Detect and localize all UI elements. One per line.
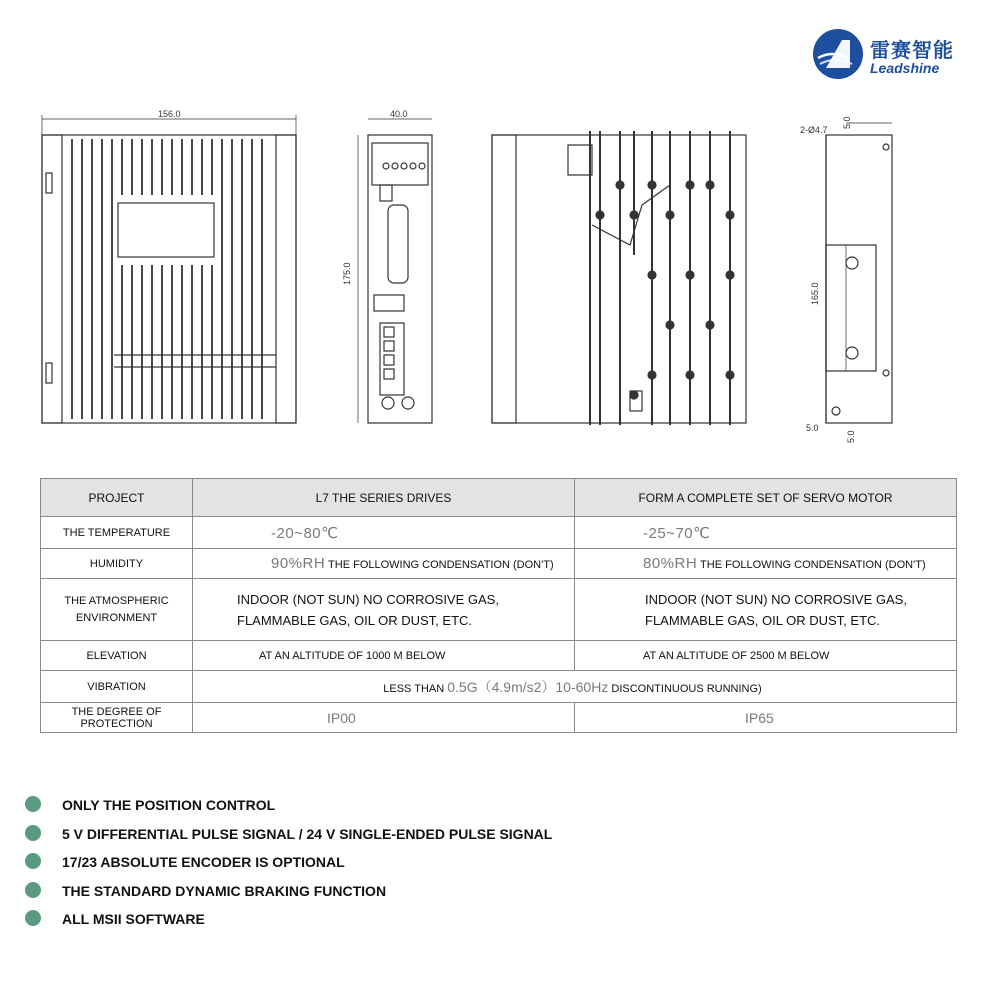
- bullet-icon: [25, 853, 41, 869]
- table-header-row: [41, 479, 957, 517]
- environment-motor-2: FLAMMABLE GAS, OIL OR DUST, ETC.: [645, 612, 881, 628]
- bullet-icon: [25, 825, 41, 841]
- environment-drive-1: INDOOR (NOT SUN) NO CORROSIVE GAS,: [237, 591, 499, 607]
- table-row-humidity: [41, 549, 957, 579]
- environment-label-2: ENVIRONMENT: [75, 611, 158, 624]
- top-view-drawing: [492, 131, 746, 425]
- humidity-drive-value: 90%RH: [271, 555, 326, 572]
- dim-side-width: 40.0: [390, 109, 408, 119]
- dim-mount-height: 165.0: [810, 282, 820, 305]
- elevation-motor: AT AN ALTITUDE OF 2500 M BELOW: [575, 641, 957, 671]
- spec-table: [40, 478, 957, 733]
- temperature-label: THE TEMPERATURE: [41, 517, 193, 549]
- feature-item: 5 V DIFFERENTIAL PULSE SIGNAL / 24 V SINGLE-ENDED PULSE SIGNAL: [24, 824, 552, 853]
- logo-mark-icon: [812, 28, 864, 80]
- mount-view-drawing: [826, 123, 892, 423]
- table-row-protection: [41, 703, 957, 733]
- table-row-elevation: [41, 641, 957, 671]
- temperature-motor: -25~70℃: [643, 524, 711, 542]
- vibration-label: VIBRATION: [41, 671, 193, 703]
- elevation-drive: AT AN ALTITUDE OF 1000 M BELOW: [193, 641, 575, 671]
- vibration-suffix: DISCONTINUOUS RUNNING): [611, 682, 762, 695]
- logo-text-cn: 雷赛智能: [870, 38, 954, 62]
- dim-offset-top: 5.0: [842, 116, 852, 129]
- environment-drive-2: FLAMMABLE GAS, OIL OR DUST, ETC.: [237, 612, 473, 628]
- bullet-icon: [25, 882, 41, 898]
- elevation-label: ELEVATION: [41, 641, 193, 671]
- feature-item: ONLY THE POSITION CONTROL: [24, 795, 552, 824]
- protection-motor: IP65: [745, 709, 774, 726]
- table-row-environment: [41, 579, 957, 641]
- header-motor: FORM A COMPLETE SET OF SERVO MOTOR: [575, 479, 957, 517]
- protection-label: THE DEGREE OF PROTECTION: [41, 703, 193, 733]
- dimension-drawings: [30, 105, 970, 445]
- environment-label-1: THE ATMOSPHERIC: [64, 594, 169, 607]
- dim-offset-left: 5.0: [806, 423, 819, 433]
- header-drives: L7 THE SERIES DRIVES: [193, 479, 575, 517]
- feature-list: [24, 795, 552, 938]
- feature-item: ALL MSII SOFTWARE: [24, 909, 552, 938]
- dim-hole: 2-Ø4.7: [800, 125, 828, 135]
- humidity-label: HUMIDITY: [41, 549, 193, 579]
- logo-text-en: Leadshine: [870, 60, 940, 76]
- table-row-temperature: [41, 517, 957, 549]
- humidity-drive-text: THE FOLLOWING CONDENSATION (DON'T): [328, 559, 554, 571]
- dim-front-width: 156.0: [158, 109, 181, 119]
- feature-item: 17/23 ABSOLUTE ENCODER IS OPTIONAL: [24, 852, 552, 881]
- front-view-drawing: [42, 115, 296, 423]
- temperature-drive: -20~80℃: [271, 524, 339, 542]
- leadshine-logo: [812, 28, 962, 88]
- side-view-drawing: [358, 119, 432, 423]
- protection-drive: IP00: [327, 709, 356, 726]
- header-project: PROJECT: [41, 479, 193, 517]
- environment-motor-1: INDOOR (NOT SUN) NO CORROSIVE GAS,: [645, 591, 907, 607]
- bullet-icon: [25, 796, 41, 812]
- humidity-motor-text: THE FOLLOWING CONDENSATION (DON'T): [700, 559, 926, 571]
- dim-height: 175.0: [342, 262, 352, 285]
- bullet-icon: [25, 910, 41, 926]
- table-row-vibration: [41, 671, 957, 703]
- vibration-value: 0.5G（4.9m/s2）10-60Hz: [447, 678, 609, 695]
- feature-item: THE STANDARD DYNAMIC BRAKING FUNCTION: [24, 881, 552, 910]
- vibration-prefix: LESS THAN: [383, 682, 445, 695]
- dim-offset-bottom: 5.0: [846, 430, 856, 443]
- humidity-motor-value: 80%RH: [643, 555, 698, 572]
